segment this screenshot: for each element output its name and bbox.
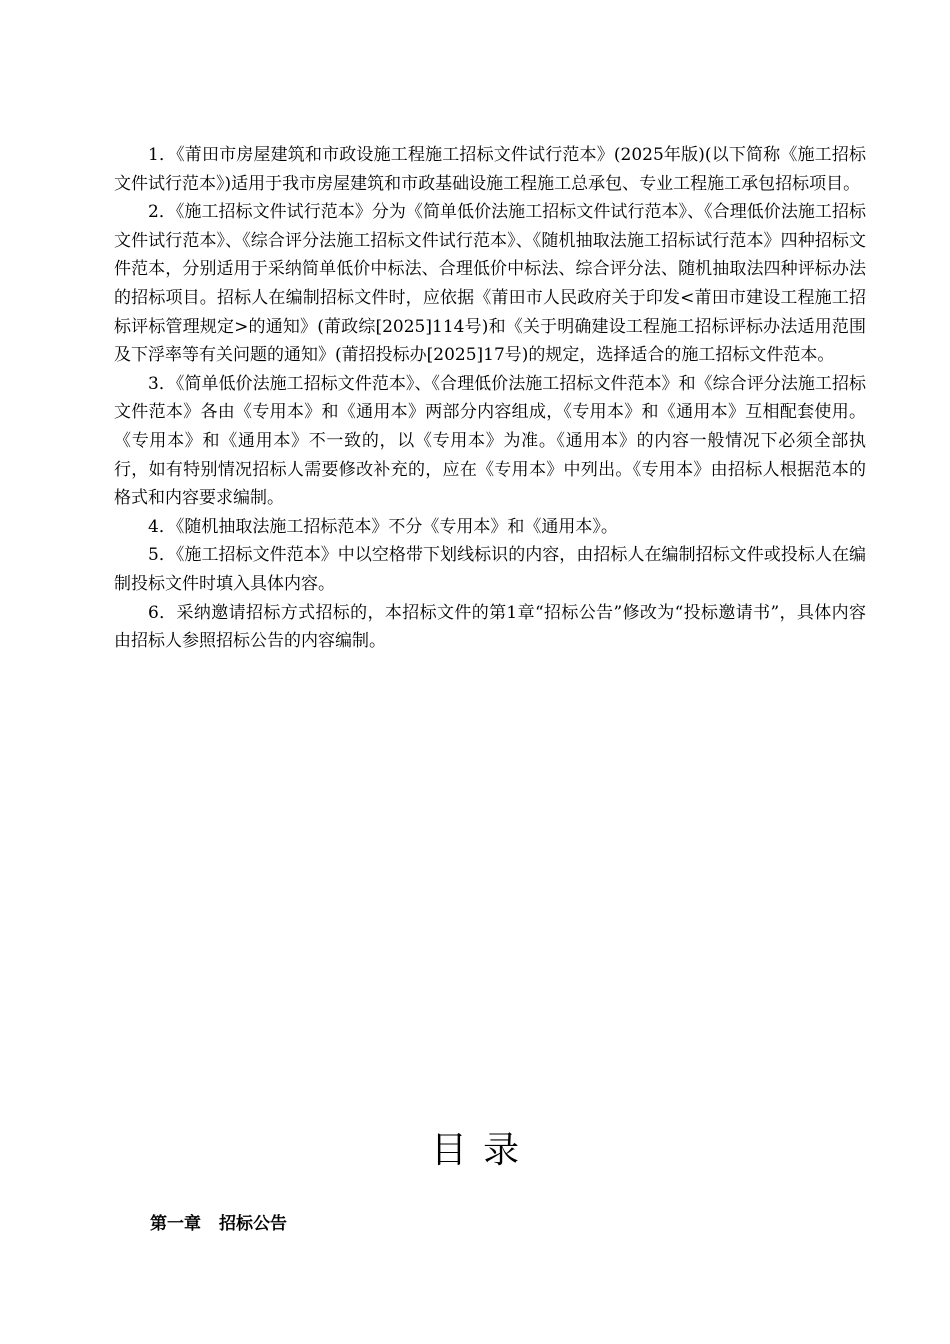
note-paragraph-4: 4．《随机抽取法施工招标范本》不分《专用本》和《通用本》。 [148,516,618,537]
toc-list [150,1210,287,1238]
note-paragraph-6: 6．采纳邀请招标方式招标的，本招标文件的第1章“招标公告”修改为“投标邀请书”，具体内容由招标人参照招标公告的内容编制。 [114,602,866,652]
usage-notes [114,141,866,656]
toc-entry-chapter-title: 招标公告 [219,1214,287,1234]
toc-entry-chapter-1[interactable] [150,1210,287,1238]
note-paragraph-5: 5．《施工招标文件范本》中以空格带下划线标识的内容，由招标人在编制招标文件或投标人在编制投标文件时填入具体内容。 [114,545,866,594]
toc-heading: 目录 [430,1130,536,1171]
note-paragraph-2: 2．《施工招标文件试行范本》分为《简单低价法施工招标文件试行范本》、《合理低价法施工招标文件试行范本》、《综合评分法施工招标文件试行范本》、《随机抽取法施工招标试行范本》四种招标文件范本，分别适用于采纳简单低价中标法、合理低价中标法、综合评分法、随机抽取法四种评标办法的招标项目。招标人在编制招标文件时，应依据《莆田市人民政府关于印发<莆田市建设工程施工招标评标管理规定>的通知》(莆政综[2025]114号)和《关于明确建设工程施工招标评标办法适用范围及下浮率等有关问题的通知》(莆招投标办[2025]17号)的规定，选择适合的施工招标文件范本。 [114,202,866,366]
toc-entry-chapter-number: 第一章 [150,1214,201,1234]
note-paragraph-3: 3．《简单低价法施工招标文件范本》、《合理低价法施工招标文件范本》和《综合评分法施工招标文件范本》各由《专用本》和《通用本》两部分内容组成，《专用本》和《通用本》互相配套使用。《专用本》和《通用本》不一致的，以《专用本》为准。《通用本》的内容一般情况下必须全部执行，如有特别情况招标人需要修改补充的，应在《专用本》中列出。《专用本》由招标人根据范本的格式和内容要求编制。 [114,373,866,509]
note-paragraph-1: 1．《莆田市房屋建筑和市政设施工程施工招标文件试行范本》(2025年版)(以下简称《施工招标文件试行范本》)适用于我市房屋建筑和市政基础设施工程施工总承包、专业工程施工承包招标项目。 [114,145,866,194]
